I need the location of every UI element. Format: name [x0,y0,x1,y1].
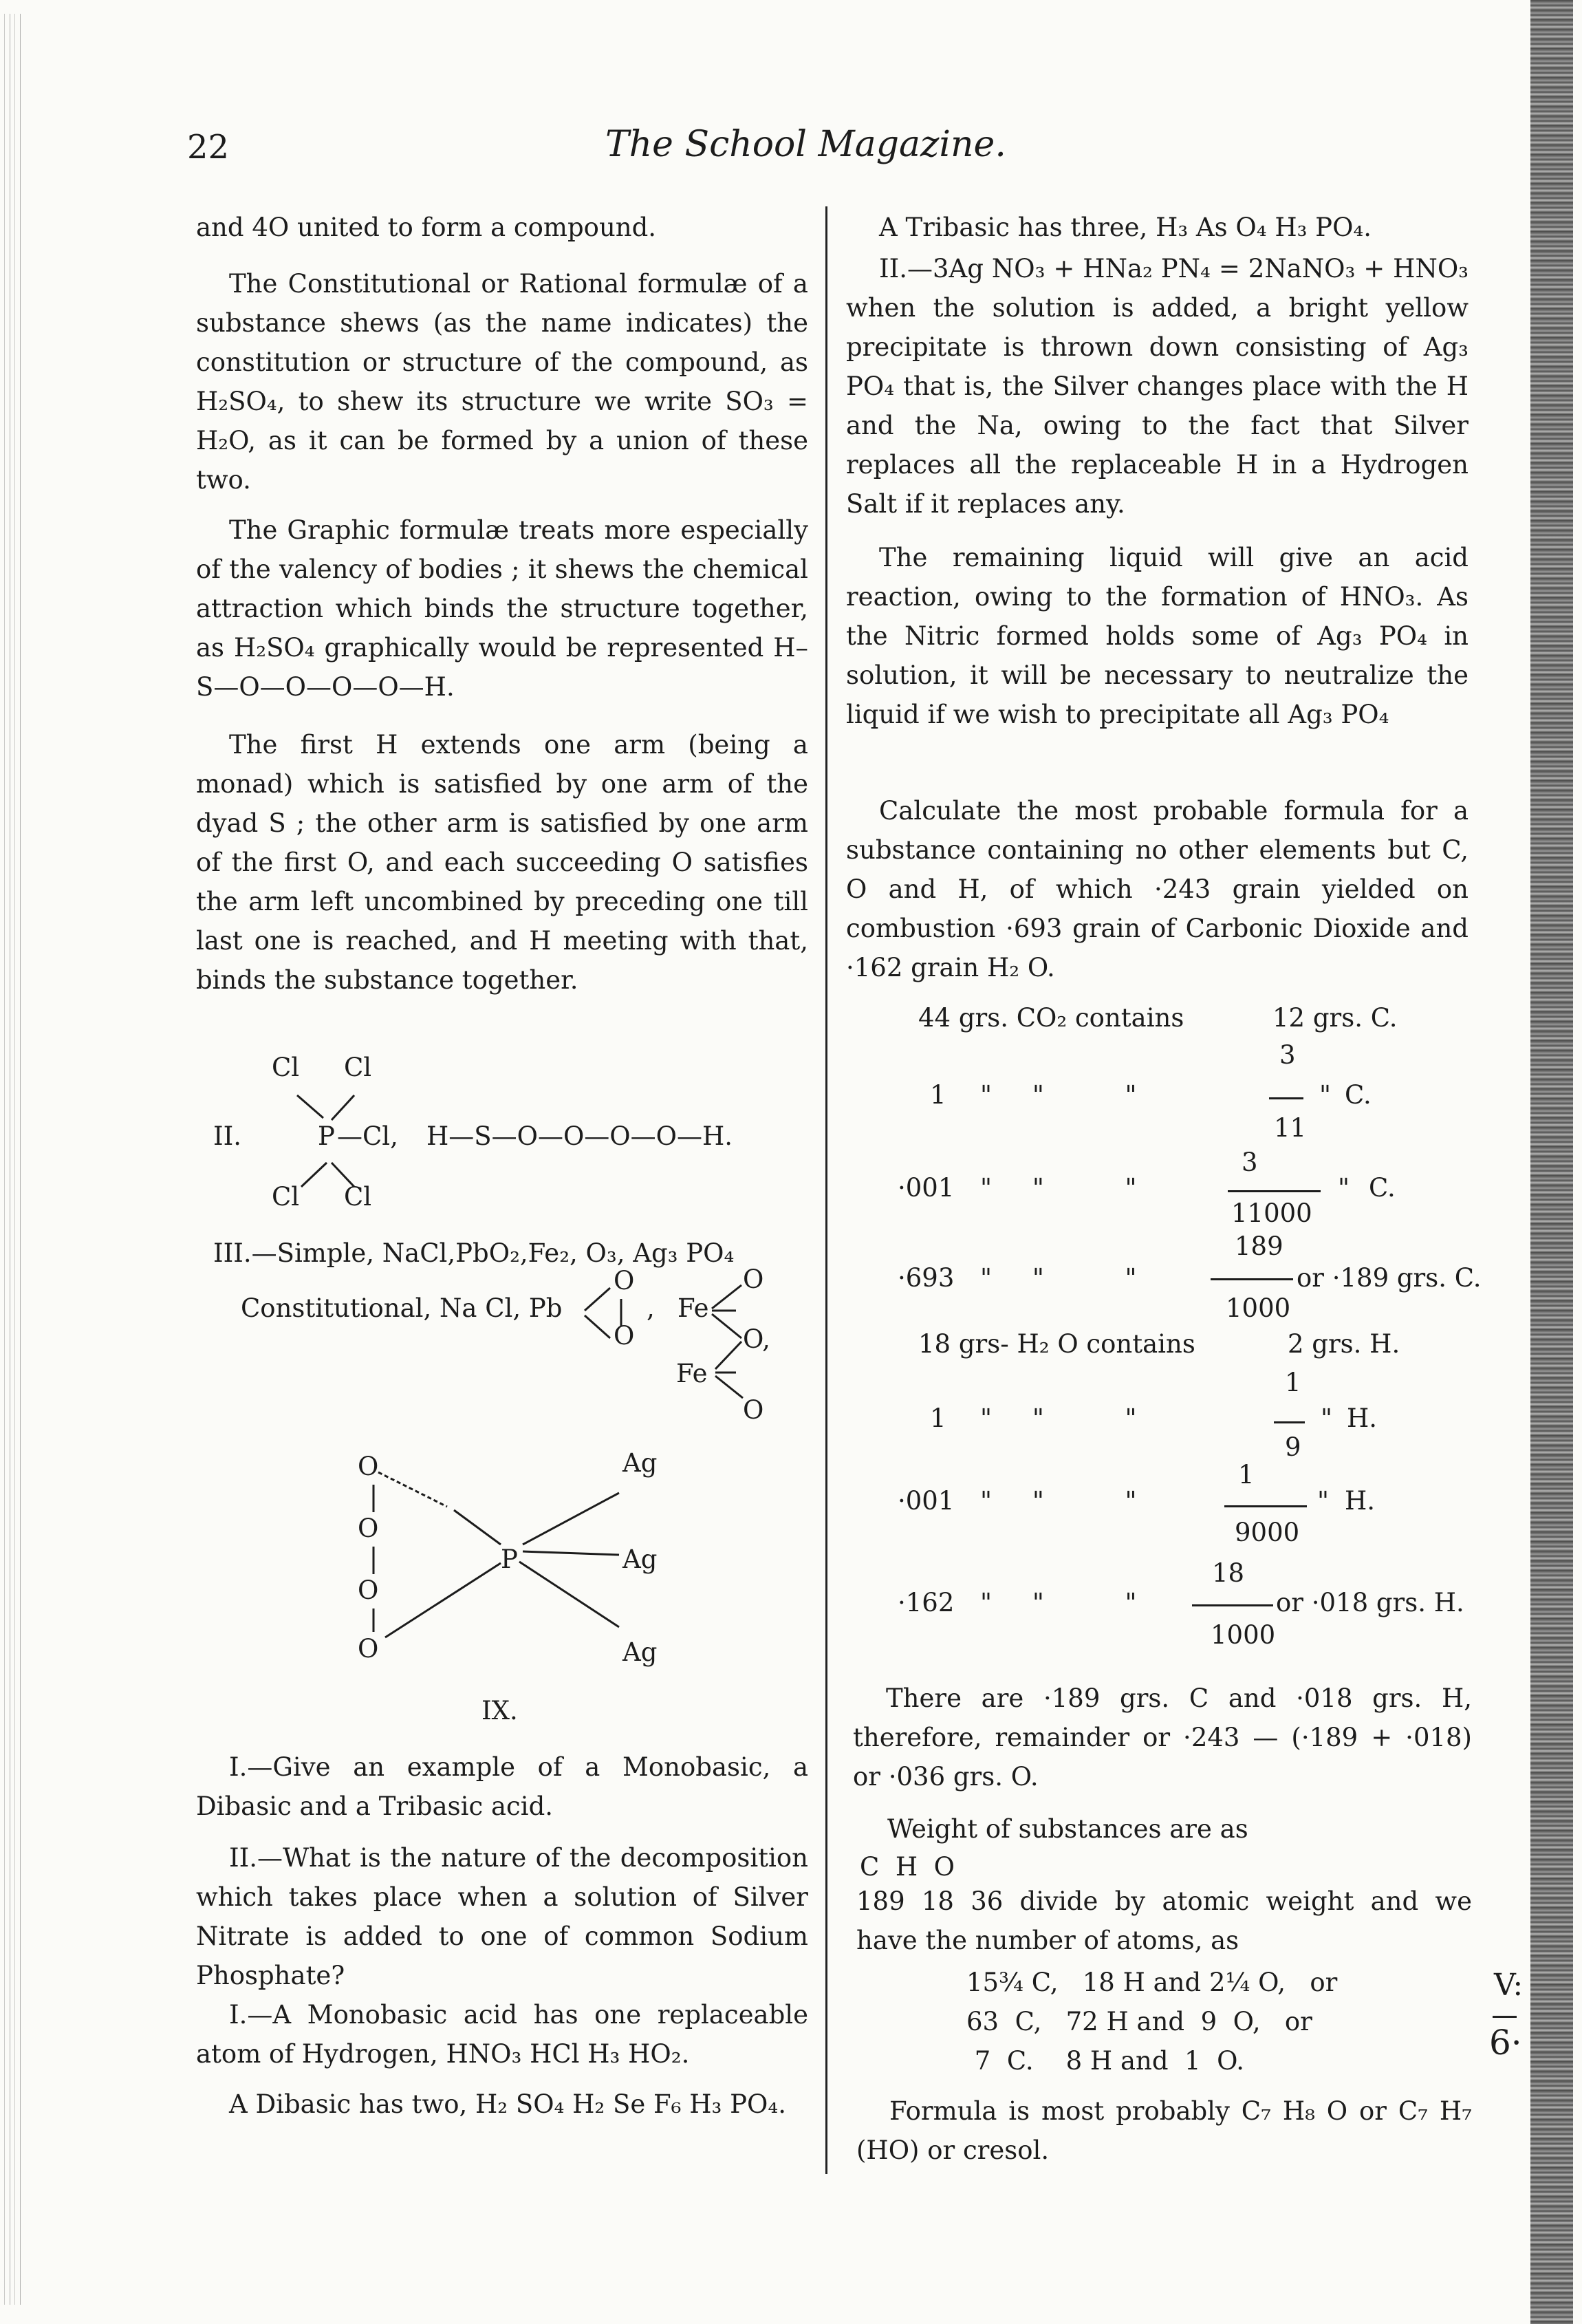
phosphate-o-3: O [358,1575,379,1605]
calc-row-4-num: 189 [1235,1231,1283,1261]
calc-row-2-quote: " [1319,1080,1332,1110]
calc-row-7-quote: " [1317,1486,1330,1516]
calc-row-2-den: 11 [1274,1113,1307,1143]
calc-row-3-bar [1228,1190,1321,1192]
question-2: II.—What is the nature of the decomposition which takes place when a solution of Silver Nitrate is added to one of common Sodium Phosphate? [196,1843,808,1990]
calc-row-8-unit: or ·018 grs. H. [1276,1588,1464,1617]
phosphate-o-1: O [358,1452,379,1481]
left-paragraph-0: and 4O united to form a compound. [196,213,657,242]
calc-row-8-bar [1192,1604,1273,1606]
fe-oxygen-3: O [743,1395,764,1425]
cl-bottom-left: Cl [272,1182,300,1212]
left-paragraph-3: The first H extends one arm (being a monad) which is satisfied by one arm of the dyad S ; the other arm is satisfied by one arm of the first O, and each succeeding O satisfies the arm left uncombined by preceding one till last one is reached, and H meeting with that, binds the substance together. [196,730,808,995]
question-1: I.—Give an example of a Monobasic, a Dibasic and a Tribasic acid. [196,1752,808,1821]
calc-row-2-ditto: " " " [980,1080,1137,1110]
calc-row-6-ditto: " " " [980,1403,1137,1433]
calc-row-8-ditto: " " " [980,1588,1137,1617]
right-paragraph-1: II.—3Ag NO₃ + HNa₂ PN₄ = 2NaNO₃ + HNO₃ when the solution is added, a bright yellow precipitate is thrown down consisting of Ag₃ PO₄ that is, the Silver changes place with the H and the Na, owing to the fact that Silver replaces all the replaceable H in a Hydrogen Salt if it replaces any. [846,254,1469,519]
calc-row-8-left: ·162 [898,1588,955,1617]
calc-row-2-left: 1 [930,1080,946,1110]
calc-row-4-left: ·693 [898,1263,955,1293]
margin-note-bottom: 6· [1489,2023,1522,2063]
calc-row-7-unit: H. [1345,1486,1376,1516]
calc-row-3-left: ·001 [898,1173,955,1203]
pb-oxygen-bottom: O [614,1321,635,1351]
calc-row-6-num: 1 [1285,1368,1301,1397]
calc-row-7-bar [1224,1505,1307,1507]
calc-row-4-den: 1000 [1226,1293,1291,1323]
calc-row-2-unit: C. [1345,1080,1372,1110]
calc-row-1-left: 44 grs. CO₂ contains [918,1003,1184,1033]
phosphate-o-2: O [358,1514,379,1543]
answer-1: I.—A Monobasic acid has one replaceable atom of Hydrogen, HNO₃ HCl H₃ HO₂. [196,2000,808,2069]
atoms-line-2: 63 C, 72 H and 9 O, or [966,2007,1312,2036]
phosphorus-symbol: P [318,1121,335,1151]
cl-top-right: Cl [344,1053,372,1082]
calc-row-7-ditto: " " " [980,1486,1137,1516]
silver-2: Ag [622,1545,658,1574]
calc-row-7-left: ·001 [898,1486,955,1516]
fe-oxygen-1: O [743,1265,764,1294]
atoms-line-1: 15¾ C, 18 H and 2¼ O, or [966,1968,1338,1997]
calc-row-3-num: 3 [1242,1148,1258,1177]
weight-heading: Weight of substances are as [887,1814,1248,1844]
weight-cho: C H O [860,1852,955,1882]
silver-1: Ag [622,1448,658,1478]
calc-row-4-bar [1211,1278,1293,1280]
phosphate-bonds [344,1452,660,1679]
calc-row-3-ditto: " " " [980,1173,1137,1203]
calc-row-6-left: 1 [930,1403,946,1433]
calc-row-6-quote: " [1321,1403,1333,1433]
fe-1: Fe [678,1293,709,1323]
calc-row-3-quote: " [1338,1173,1350,1203]
right-paragraph-4: There are ·189 grs. C and ·018 grs. H, therefore, remainder or ·243 — (·189 + ·018) or ·036 grs. O. [853,1683,1472,1792]
weight-body: 189 18 36 divide by atomic weight and we have the number of atoms, as [856,1886,1472,1955]
pcl5-label: II. [213,1121,241,1151]
right-paragraph-6: Formula is most probably C₇ H₈ O or C₇ H₇ (HO) or cresol. [856,2096,1472,2165]
left-paragraph-1: The Constitutional or Rational formulæ of a substance shews (as the name indicates) the constitution or structure of the compound, as H₂SO₄, to shew its structure we write SO₃ = H₂O, as it can be formed by a union of these two. [196,269,808,495]
cl-top-left: Cl [272,1053,300,1082]
simple-formulae: III.—Simple, NaCl,PbO₂,Fe₂, O₃, Ag₃ PO₄ [213,1238,735,1268]
margin-note-top: V: [1494,1968,1524,2003]
column-divider [825,206,827,2174]
atoms-line-3: 7 C. 8 H and 1 O. [966,2046,1245,2076]
calc-row-8-num: 18 [1212,1558,1245,1588]
right-paragraph-0: A Tribasic has three, H₃ As O₄ H₃ PO₄. [879,213,1372,242]
comma: , [647,1293,655,1323]
calc-row-3-unit: C. [1369,1173,1396,1203]
page-left-edge [0,14,25,2305]
right-paragraph-3: Calculate the most probable formula for a substance containing no other elements but C, O and H, of which ·243 grain yielded on combustion ·693 grain of Carbonic Dioxide and ·162 grain H₂ O. [846,796,1469,982]
page-right-edge [1530,0,1573,2324]
calc-row-7-den: 9000 [1235,1518,1300,1547]
cl-bottom-right: Cl [344,1182,372,1212]
sulphuric-chain: H—S—O—O—O—O—H. [426,1121,733,1151]
cl-right: —Cl, [337,1121,398,1151]
calc-row-2-num: 3 [1279,1040,1296,1070]
margin-note-rule [1493,2016,1517,2018]
calc-row-1-right: 12 grs. C. [1272,1003,1398,1033]
page-number: 22 [187,128,230,166]
calc-row-4-ditto: " " " [980,1263,1137,1293]
calc-row-4-unit: or ·189 grs. C. [1297,1263,1482,1293]
page-title: The School Magazine. [605,124,1006,165]
calc-row-7-num: 1 [1238,1460,1255,1489]
answer-2: A Dibasic has two, H₂ SO₄ H₂ Se F₆ H₃ PO₄. [229,2089,786,2119]
phosphate-o-4: O [358,1634,379,1664]
calc-row-3-den: 11000 [1231,1198,1312,1228]
left-paragraph-2: The Graphic formulæ treats more especially of the valency of bodies ; it shews the chemical attraction which binds the structure together, as H₂SO₄ graphically would be represented H–S—O—O—O—O—H. [196,515,808,702]
calc-row-2-bar [1269,1097,1303,1099]
silver-3: Ag [622,1637,658,1667]
calc-row-6-unit: H. [1347,1403,1378,1433]
calc-row-5-left: 18 grs- H₂ O contains [918,1329,1195,1359]
phosphate-p: P [501,1545,518,1574]
calc-row-8-den: 1000 [1211,1620,1276,1650]
calc-row-6-bar [1274,1421,1305,1423]
pb-oxygen-top: O [614,1266,635,1295]
calc-row-5-right: 2 grs. H. [1288,1329,1400,1359]
section-number: IX. [481,1696,518,1725]
fe-oxygen-2: O, [743,1324,770,1354]
calc-row-6-den: 9 [1285,1432,1301,1462]
right-paragraph-2: The remaining liquid will give an acid reaction, owing to the formation of HNO₃. As the Nitric formed holds some of Ag₃ PO₄ in solution, it will be necessary to neutralize the liquid if we wish to precipitate all Ag₃ PO₄ [846,543,1469,729]
fe-2: Fe [676,1359,708,1388]
constitutional-label: Constitutional, Na Cl, Pb [241,1293,563,1323]
